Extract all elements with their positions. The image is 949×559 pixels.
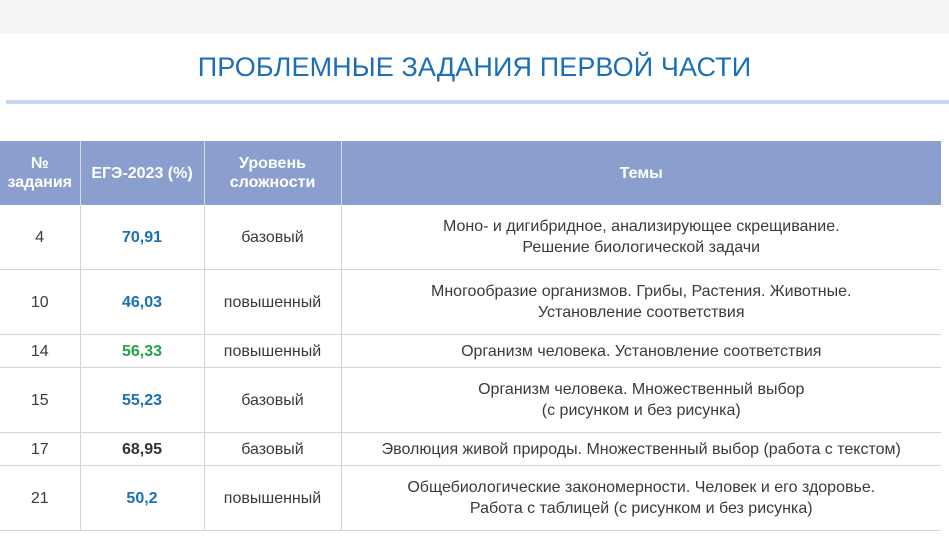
table-row (0, 466, 941, 531)
ege-score: 46,03 (80, 270, 204, 335)
page-title: ПРОБЛЕМНЫЕ ЗАДАНИЯ ПЕРВОЙ ЧАСТИ (197, 52, 752, 82)
topic-line: Организм человека. Установление соответствия (461, 342, 822, 360)
table-row (0, 433, 941, 466)
ege-score: 56,33 (80, 335, 204, 368)
topic-line: Эволюция живой природы. Множественный выбор (работа с текстом) (381, 440, 901, 458)
task-number: 17 (0, 433, 80, 466)
header-task-number: № задания (0, 141, 80, 205)
difficulty-level: базовый (204, 368, 341, 433)
table-header-row (0, 141, 941, 205)
topic-cell (341, 270, 941, 335)
ege-score: 55,23 (80, 368, 204, 433)
task-number: 21 (0, 466, 80, 531)
topic-line: Решение биологической задачи (522, 239, 761, 256)
ege-score: 50,2 (80, 466, 204, 531)
task-number: 10 (0, 270, 80, 335)
topic-line: Многообразие организмов. Грибы, Растения. Животные. (431, 283, 852, 300)
task-number: 4 (0, 205, 80, 270)
ege-score: 70,91 (80, 205, 204, 270)
difficulty-level: повышенный (204, 270, 341, 335)
topic-cell (341, 205, 941, 270)
topic-cell (341, 335, 941, 368)
topic-line: Работа с таблицей (с рисунком и без рисунка) (469, 500, 813, 517)
ege-score: 68,95 (80, 433, 204, 466)
topic-line: Общебиологические закономерности. Человек и его здоровье. (407, 479, 876, 496)
difficulty-level: повышенный (204, 466, 341, 531)
header-difficulty-level: Уровень сложности (204, 141, 341, 205)
table-row (0, 270, 941, 335)
difficulty-level: повышенный (204, 335, 341, 368)
table-row (0, 368, 941, 433)
topic-line: Моно- и дигибридное, анализирующее скрещивание. (442, 218, 840, 235)
header-topics: Темы (341, 141, 941, 205)
table-row (0, 205, 941, 270)
table-row (0, 335, 941, 368)
topic-cell (341, 433, 941, 466)
task-number: 15 (0, 368, 80, 433)
top-bar (0, 0, 949, 34)
topic-cell (341, 466, 941, 531)
topic-line: Установление соответствия (537, 304, 745, 321)
header-ege-2023: ЕГЭ-2023 (%) (80, 141, 204, 205)
topic-cell (341, 368, 941, 433)
task-number: 14 (0, 335, 80, 368)
problem-tasks-table (0, 141, 941, 531)
difficulty-level: базовый (204, 433, 341, 466)
topic-line: Организм человека. Множественный выбор (478, 381, 805, 398)
title-divider (6, 100, 949, 104)
topic-line: (с рисунком и без рисунка) (541, 402, 741, 419)
difficulty-level: базовый (204, 205, 341, 270)
